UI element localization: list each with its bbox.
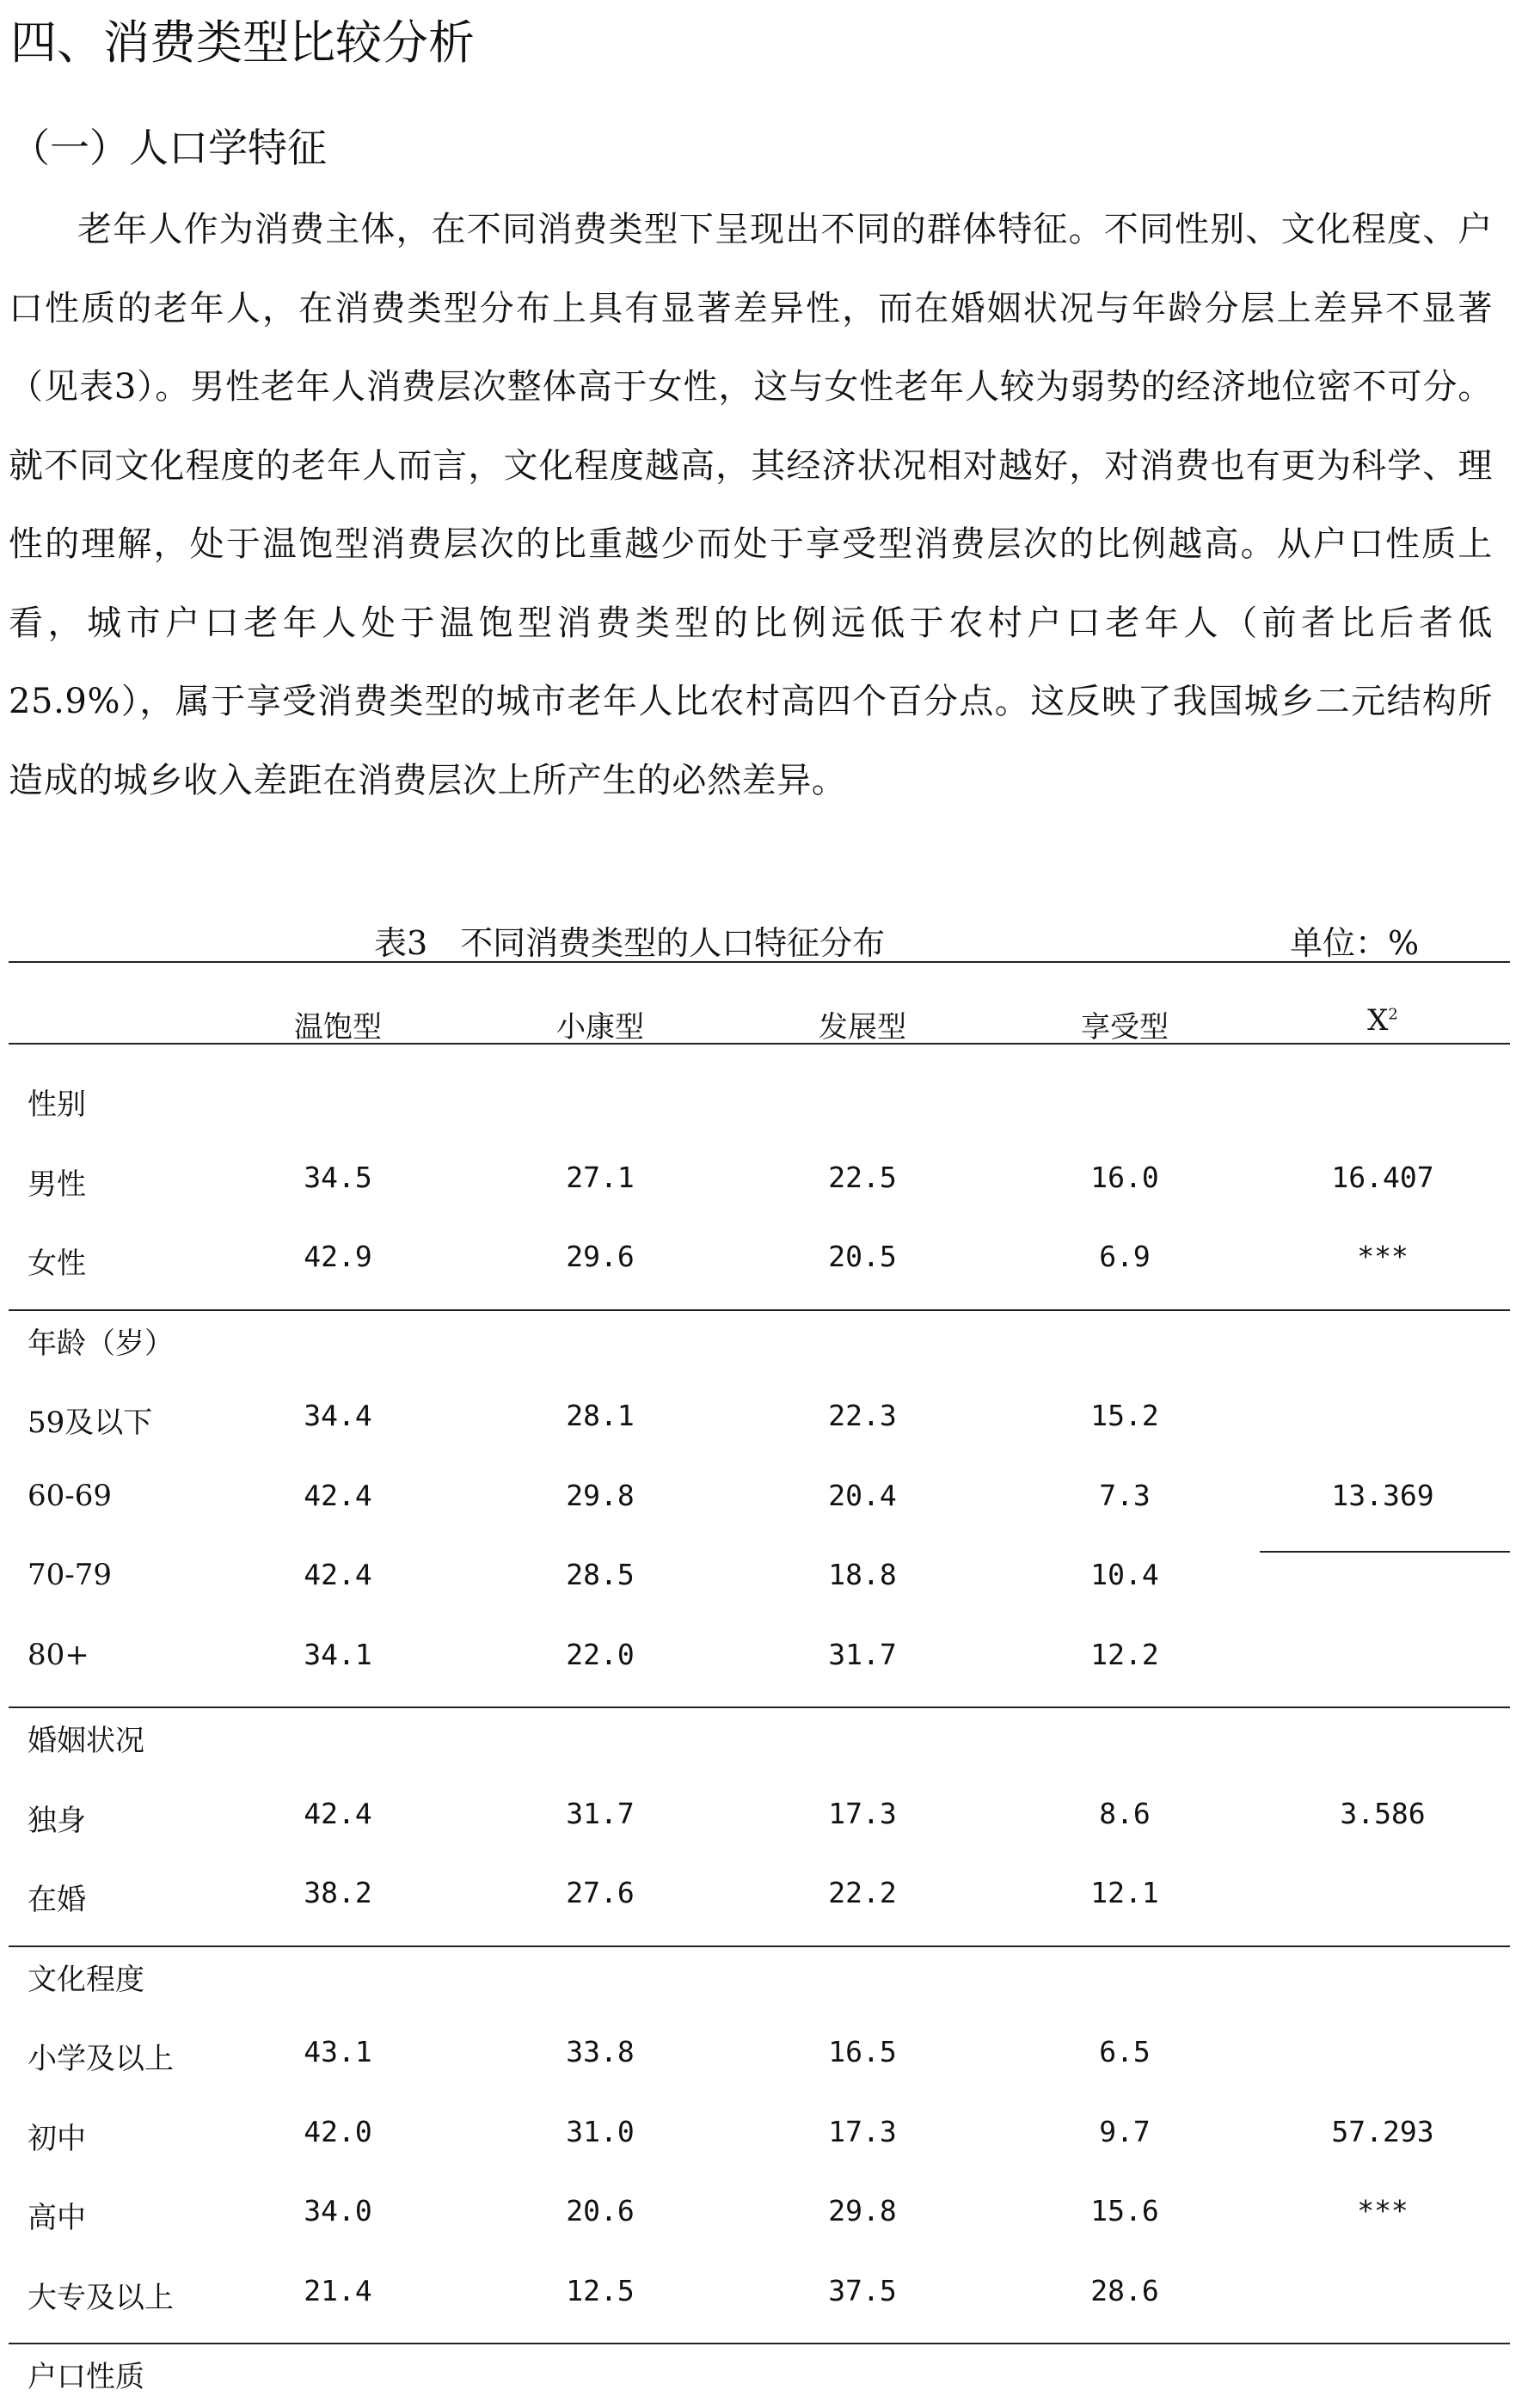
group-label: 户口性质: [28, 2360, 144, 2394]
table-cell: 42.4: [304, 1478, 372, 1512]
table-cell: 8.6: [1099, 1796, 1151, 1830]
table-cell: 22.5: [828, 1160, 897, 1194]
table-cell: 12.2: [1090, 1637, 1159, 1671]
table-cell: 16.5: [828, 2035, 897, 2068]
table-cell: 6.9: [1099, 1240, 1151, 1273]
table-cell: 31.7: [828, 1637, 897, 1671]
group-label: 性别: [28, 1088, 86, 1122]
group-label: 婚姻状况: [28, 1724, 144, 1758]
chi-square-value: 16.407: [1331, 1160, 1434, 1194]
table-cell: 34.1: [304, 1637, 372, 1671]
table-cell: 31.0: [566, 2114, 635, 2148]
table-cell: 31.7: [566, 1796, 635, 1830]
table-cell: 37.5: [828, 2273, 897, 2307]
column-header: 温饱型: [294, 1010, 382, 1045]
section-title: 四、消费类型比较分析: [10, 15, 475, 70]
body-paragraph: 老年人作为消费主体，在不同消费类型下呈现出不同的群体特征。不同性别、文化程度、户口性质的老年人，在消费类型分布上具有显著差异性，而在婚姻状况与年龄分层上差异不显著（见表3）。男性老年人消费层次整体高于女性，这与女性老年人较为弱势的经济地位密不可分。就不同文化程度的老年人而言，文化程度越高，其经济状况相对越好，对消费也有更为科学、理性的理解，处于温饱型消费层次的比重越少而处于享受型消费层次的比例越高。从户口性质上看，城市户口老年人处于温饱型消费类型的比例远低于农村户口老年人（前者比后者低25.9%），属于享受消费类型的城市老年人比农村高四个百分点。这反映了我国城乡二元结构所造成的城乡收入差距在消费层次上所产生的必然差异。: [9, 210, 1493, 800]
row-label: 59及以下: [28, 1406, 153, 1440]
group-separator-rule: [9, 1706, 1510, 1708]
column-header: 享受型: [1081, 1010, 1169, 1045]
group-separator-rule: [9, 1945, 1510, 1947]
table-cell: 17.3: [828, 1796, 897, 1830]
column-header: 小康型: [556, 1010, 644, 1045]
table-cell: 28.1: [566, 1399, 635, 1432]
table-cell: 34.4: [304, 1399, 372, 1432]
chi-column-rule: [1260, 1551, 1510, 1553]
row-label: 在婚: [28, 1883, 86, 1917]
table-cell: 20.4: [828, 1478, 897, 1512]
table-cell: 42.4: [304, 1796, 372, 1830]
table-cell: 12.1: [1090, 1876, 1159, 1909]
group-separator-rule: [9, 1309, 1510, 1311]
table-cell: 21.4: [304, 2273, 372, 2307]
table-cell: 29.8: [828, 2194, 897, 2227]
table-cell: 29.6: [566, 1240, 635, 1273]
table-top-rule: [9, 961, 1510, 963]
row-label: 高中: [28, 2201, 86, 2235]
table-cell: 15.6: [1090, 2194, 1159, 2227]
table-cell: 16.0: [1090, 1160, 1159, 1194]
row-label: 女性: [28, 1247, 86, 1281]
group-label: 年龄（岁）: [28, 1326, 174, 1361]
table-cell: 22.0: [566, 1637, 635, 1671]
chi-square-value: 57.293: [1331, 2114, 1434, 2148]
table-cell: 42.0: [304, 2114, 372, 2148]
table-cell: 28.6: [1090, 2273, 1159, 2307]
chi-square-value: 3.586: [1340, 1796, 1426, 1830]
group-separator-rule: [9, 2343, 1510, 2344]
row-label: 初中: [28, 2121, 86, 2156]
table-cell: 38.2: [304, 1876, 372, 1909]
table-cell: 22.2: [828, 1876, 897, 1909]
table-cell: 29.8: [566, 1478, 635, 1512]
subsection-title: （一）人口学特征: [10, 125, 327, 171]
chi-square-value: ***: [1357, 2194, 1409, 2227]
table-cell: 9.7: [1099, 2114, 1151, 2148]
table-cell: 42.9: [304, 1240, 372, 1273]
table-cell: 17.3: [828, 2114, 897, 2148]
chi-square-value: 13.369: [1331, 1478, 1434, 1512]
row-label: 独身: [28, 1803, 86, 1838]
table-caption: 表3 不同消费类型的人口特征分布: [374, 924, 886, 962]
table-cell: 22.3: [828, 1399, 897, 1432]
table-cell: 33.8: [566, 2035, 635, 2068]
row-label: 80+: [28, 1637, 89, 1672]
row-label: 60-69: [28, 1478, 113, 1513]
table-cell: 34.5: [304, 1160, 372, 1194]
table-header-rule: [9, 1043, 1510, 1045]
row-label: 大专及以上: [28, 2280, 174, 2315]
table-cell: 6.5: [1099, 2035, 1151, 2068]
table-cell: 12.5: [566, 2273, 635, 2307]
table-cell: 18.8: [828, 1558, 897, 1591]
table-cell: 20.5: [828, 1240, 897, 1273]
column-header: 发展型: [819, 1010, 906, 1045]
chi-square-value: ***: [1357, 1240, 1409, 1273]
chi-square-header: $X^2$: [1367, 1003, 1398, 1038]
table-cell: 27.6: [566, 1876, 635, 1909]
table-cell: 28.5: [566, 1558, 635, 1591]
table-unit: 单位：%: [1290, 924, 1420, 962]
table-cell: 27.1: [566, 1160, 635, 1194]
row-label: 男性: [28, 1167, 86, 1202]
table-cell: 7.3: [1099, 1478, 1151, 1512]
group-label: 文化程度: [28, 1962, 144, 1997]
table-cell: 43.1: [304, 2035, 372, 2068]
table-cell: 15.2: [1090, 1399, 1159, 1432]
table-cell: 42.4: [304, 1558, 372, 1591]
table-cell: 34.0: [304, 2194, 372, 2227]
row-label: 小学及以上: [28, 2042, 174, 2076]
row-label: 70-79: [28, 1558, 113, 1592]
table-cell: 20.6: [566, 2194, 635, 2227]
table-cell: 10.4: [1090, 1558, 1159, 1591]
